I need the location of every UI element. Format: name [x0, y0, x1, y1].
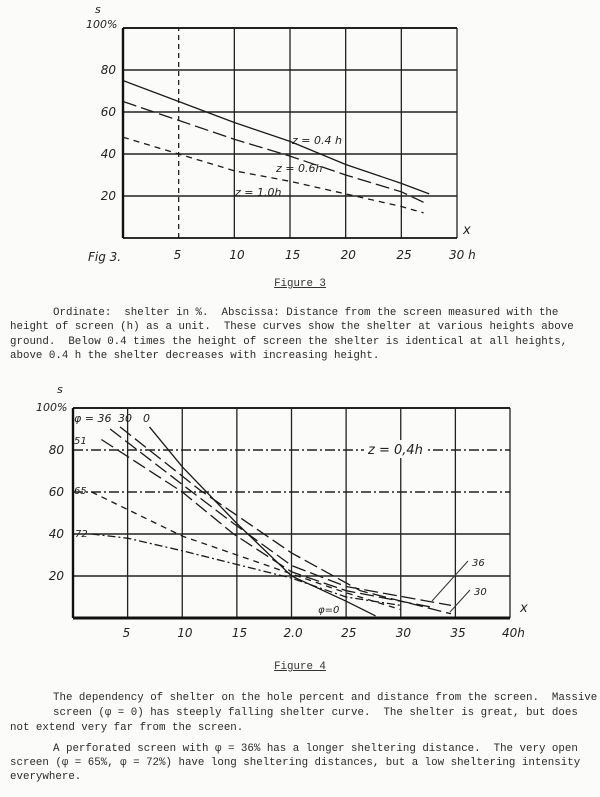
- y-tick-label: 80: [100, 63, 116, 77]
- fig3-label: Fig 3.: [88, 250, 122, 264]
- figure-4-chart: [36, 383, 528, 640]
- fig4-y-axis-label: s: [57, 383, 63, 396]
- x-tick-label: 30 h: [449, 248, 476, 262]
- y-tick-label: 20: [48, 569, 64, 583]
- fig3-curve-label-z10: z = 1.0h: [235, 186, 282, 199]
- fig4-y-axis-unit: 100%: [36, 401, 68, 414]
- y-tick-label: 40: [100, 147, 116, 161]
- fig3-paragraph-line: ground. Below 0.4 times the height of screen the shelter is identical at all heights,: [10, 336, 568, 348]
- fig4-label-phi72: 72: [75, 529, 88, 540]
- fig4-label-phi36: φ = 36: [74, 412, 112, 425]
- fig3-curve-label-z04: z = 0.4 h: [292, 134, 342, 147]
- y-tick-label: 60: [100, 105, 116, 119]
- y-tick-label: 60: [48, 485, 64, 499]
- fig3-y-axis-label: s: [95, 3, 101, 16]
- x-tick-label: 2.0: [283, 626, 303, 640]
- fig4-paragraph-line: screen (φ = 65%, φ = 72%) have long sheltering distances, but a low sheltering intensity: [10, 757, 581, 769]
- x-tick-label: 20: [340, 248, 356, 262]
- fig4-label-phi0: 0: [143, 412, 150, 425]
- x-tick-label: 40h: [502, 626, 525, 640]
- fig4-pointer-36: [432, 561, 468, 601]
- series-line-z-0-4-h: [123, 81, 429, 194]
- fig3-paragraph-line: height of screen (h) as a unit. These curves show the shelter at various heights above: [10, 321, 574, 333]
- fig4-paragraph-line: everywhere.: [10, 771, 82, 783]
- fig4-label-phi0-bottom: φ=0: [318, 605, 340, 616]
- y-tick-label: 20: [100, 189, 116, 203]
- fig4-height-label: z = 0,4h: [368, 443, 423, 458]
- fig4-paragraph-line: screen (φ = 0) has steeply falling shelter curve. The shelter is great, but does: [53, 707, 578, 719]
- fig3-y-axis-unit: 100%: [86, 18, 118, 31]
- fig4-pointer-30: [450, 590, 470, 612]
- series-line--0: [150, 427, 376, 616]
- x-tick-label: 10: [177, 626, 193, 640]
- fig4-x-axis-label: x: [520, 601, 528, 616]
- fig3-paragraph-line: Ordinate: shelter in %. Abscissa: Distance from the screen measured with the: [53, 307, 559, 319]
- fig4-label-right-36: 36: [472, 558, 485, 569]
- fig4-paragraph-line: A perforated screen with φ = 36% has a longer sheltering distance. The very open: [53, 743, 578, 755]
- x-tick-label: 30: [395, 626, 412, 640]
- y-tick-label: 80: [48, 443, 64, 457]
- fig4-label-right-30: 30: [474, 587, 487, 598]
- x-tick-label: 35: [450, 626, 466, 640]
- series-line--51: [101, 440, 433, 608]
- figure-4-caption: Figure 4: [274, 661, 326, 673]
- figure-3-caption: Figure 3: [274, 278, 326, 290]
- y-tick-label: 40: [48, 527, 64, 541]
- x-tick-label: 25: [396, 248, 412, 262]
- fig4-label-phi51: 51: [74, 436, 87, 447]
- fig4-label-phi30: 30: [118, 412, 132, 425]
- fig3-paragraph-line: above 0.4 h the shelter decreases with increasing height.: [10, 350, 380, 362]
- fig3-curve-label-z06: z = 0.6h: [276, 162, 323, 175]
- x-tick-label: 5: [173, 248, 182, 262]
- fig4-paragraph-line: The dependency of shelter on the hole percent and distance from the screen. Massive: [53, 692, 598, 704]
- x-tick-label: 15: [285, 248, 301, 262]
- fig3-x-axis-label: x: [463, 223, 471, 238]
- x-tick-label: 25: [341, 626, 357, 640]
- x-tick-label: 10: [229, 248, 245, 262]
- fig4-label-phi65: 65: [74, 486, 87, 497]
- fig4-paragraph-line: not extend very far from the screen.: [10, 722, 244, 734]
- x-tick-label: 5: [122, 626, 131, 640]
- x-tick-label: 15: [231, 626, 248, 640]
- series-line--72: [92, 534, 401, 605]
- fig3-grid: [123, 28, 457, 238]
- figure-3-chart: [86, 3, 476, 264]
